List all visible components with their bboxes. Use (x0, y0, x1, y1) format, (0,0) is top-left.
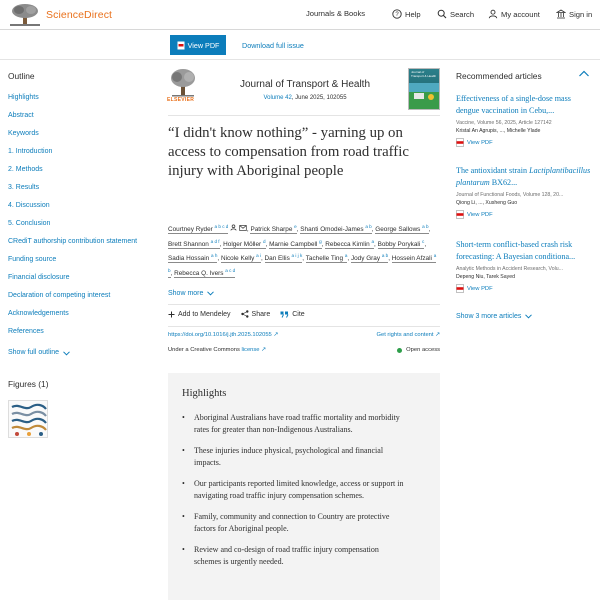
recommended-article-title[interactable]: Short-term conflict-based crash risk forecasting: A Bayesian conditiona... (456, 240, 576, 261)
outline-heading: Outline (8, 71, 35, 81)
chevron-down-icon (63, 351, 70, 356)
rights-link[interactable]: Get rights and content ↗ (376, 332, 440, 338)
author-list: Courtney Ryder $^{a b c d}$ , Patrick Sharpe $^e$, Shanti Omodei-James $^{a b}$, George Sallows $^{a b}$, Brett Shannon $^{a d f}$, Holger Möller $^d$, Marnie Campbell $^g$, Rebecca Kimlin $^a$, Bobby Porykali $^c$, Sadia Hossain $^{a h}$, Nicole Kelly $^{a i}$, Dan Ellis $^{a i j k}$, Tachelle Ting $^a$, Jody Gray $^{a b}$, Hossein Afzali $^{a b}$, Rebecca Q. Ivers $^{a c d}$ (168, 224, 437, 277)
author-link[interactable]: George Sallows $^{a b}$ (375, 224, 429, 234)
author-link[interactable]: Shanti Omodei-James $^{a b}$ (300, 224, 372, 234)
help-icon (392, 9, 402, 19)
outline-item-acknowledgements[interactable]: Acknowledgements (8, 310, 69, 317)
svg-text:?: ? (395, 12, 399, 19)
download-full-issue-link[interactable]: Download full issue (242, 41, 304, 50)
figure-thumbnail-image (9, 401, 48, 438)
chevron-down-icon (525, 314, 532, 319)
outline-item-abstract[interactable]: Abstract (8, 112, 34, 119)
recommended-article-authors: Kristal An Agrupis, ..., Michelle Ylade (456, 128, 541, 134)
outline-item-references[interactable]: References (8, 328, 44, 335)
author-link[interactable]: Jody Gray $^{a b}$ (350, 253, 389, 263)
recommended-view-pdf-link[interactable]: View PDF (456, 284, 592, 293)
nav-journals-books[interactable]: Journals & Books (306, 9, 366, 18)
recommended-article-authors: Depeng Niu, Tarek Sayed (456, 274, 516, 280)
external-link-icon: ↗ (435, 332, 440, 338)
share-button[interactable]: Share (241, 310, 271, 318)
recommended-article-authors: Qiong Li, ..., Xusheng Guo (456, 200, 518, 206)
outline-item-conclusion[interactable]: 5. Conclusion (8, 220, 51, 227)
author-link[interactable]: Dan Ellis $^{a i j k}$ (264, 253, 303, 263)
recommended-article (456, 165, 592, 219)
view-pdf-button[interactable]: View PDF (170, 35, 226, 55)
recommended-article (456, 93, 592, 147)
author-link[interactable]: Courtney Ryder $^{a b c d}$ (168, 224, 229, 234)
volume-link[interactable]: Volume 42 (263, 95, 292, 101)
highlight-item: • Family, community and connection to Country are protective factors for Aboriginal people. (182, 512, 390, 533)
author-link[interactable]: Sadia Hossain $^{a h}$ (168, 253, 218, 263)
quote-icon (280, 311, 289, 318)
show-full-outline-link[interactable]: Show full outline (8, 344, 137, 362)
email-icon[interactable] (239, 225, 247, 231)
show-more-button[interactable]: Show more (168, 290, 214, 297)
outline-item-keywords[interactable]: Keywords (8, 130, 39, 137)
recommended-article-meta: Analytic Methods in Accident Research, Volu... (456, 266, 563, 272)
recommended-article-title[interactable]: The antioxidant strain Lactiplantibacillus plantarum BX62... (456, 166, 591, 187)
outline-item-methods[interactable]: 2. Methods (8, 166, 43, 173)
journal-title[interactable]: Journal of Transport & Health (239, 79, 371, 90)
publisher-name: ELSEVIER (167, 97, 195, 103)
recommended-article-title[interactable]: Effectiveness of a single-dose mass dengue vaccination in Cebu,... (456, 94, 571, 115)
elsevier-tree-logo[interactable] (8, 3, 42, 27)
open-access-badge: Open access (397, 347, 440, 353)
cover-image (409, 83, 440, 110)
recommended-view-pdf-link[interactable]: View PDF (456, 210, 592, 219)
pdf-icon (456, 284, 464, 293)
highlights-heading: Highlights (182, 388, 227, 399)
author-link[interactable]: Holger Möller $^d$ (223, 238, 266, 248)
recommended-article-meta: Vaccine, Volume 56, 2025, Article 127142 (456, 120, 552, 126)
nav-search[interactable]: Search (437, 9, 474, 19)
highlight-item: • These injuries induce physical, psychological and financial impacts. (182, 446, 384, 467)
recommended-article-meta: Journal of Functional Foods, Volume 128, 20... (456, 192, 564, 198)
nav-sign-in[interactable]: Sign in (556, 9, 592, 19)
pdf-icon (456, 210, 464, 219)
highlights-box (168, 373, 440, 600)
institution-icon (556, 9, 566, 19)
highlights-list (182, 412, 407, 577)
outline-item-results[interactable]: 3. Results (8, 184, 40, 191)
recommended-article (456, 239, 592, 293)
external-link-icon: ↗ (273, 332, 279, 338)
add-to-mendeley-button[interactable]: Add to Mendeley (168, 311, 231, 318)
recommended-view-pdf-link[interactable]: View PDF (456, 138, 592, 147)
journal-volume: Volume 42, June 2025, 102055 (263, 95, 347, 101)
license-notice: Under a Creative Commons license ↗ (168, 347, 266, 353)
outline-list (8, 92, 137, 362)
share-icon (241, 310, 249, 318)
outline-item-highlights[interactable]: Highlights (8, 94, 39, 101)
divider (168, 326, 440, 327)
chevron-up-icon[interactable] (578, 69, 590, 79)
open-access-icon (397, 348, 402, 353)
highlight-item: • Our participants reported limited knowledge, access or support in navigating road traffic injury compensation schemes. (182, 479, 404, 500)
user-icon (488, 9, 498, 19)
recommended-heading: Recommended articles (456, 71, 542, 81)
author-link[interactable]: Patrick Sharpe $^e$ (250, 224, 297, 234)
author-link[interactable]: Tachelle Ting $^a$ (305, 253, 348, 263)
nav-help[interactable]: ? Help (392, 9, 421, 19)
top-header (0, 0, 600, 30)
show-more-articles-button[interactable]: Show 3 more articles (456, 313, 532, 320)
outline-item-financial-disclosure[interactable]: Financial disclosure (8, 274, 70, 281)
author-link[interactable]: Bobby Porykali $^c$ (377, 238, 425, 248)
outline-item-discussion[interactable]: 4. Discussion (8, 202, 50, 209)
outline-item-funding[interactable]: Funding source (8, 256, 57, 263)
license-link[interactable]: license ↗ (241, 347, 266, 353)
figures-heading: Figures (1) (8, 379, 49, 389)
author-profile-icon[interactable] (230, 224, 237, 231)
author-link[interactable]: Rebecca Q. Ivers $^{a c d}$ (174, 267, 236, 277)
cover-title: Journal of Transport & Health (411, 70, 437, 78)
outline-item-introduction[interactable]: 1. Introduction (8, 148, 53, 155)
highlight-item: • Review and co-design of road traffic injury compensation schemes is urgently needed. (182, 545, 379, 566)
author-link[interactable]: Hossein Afzali $^{a b}$ (168, 255, 436, 278)
pdf-icon (177, 41, 185, 50)
pdf-icon (456, 138, 464, 147)
outline-item-credit[interactable]: CRediT authorship contribution statement (8, 238, 138, 245)
plus-icon (168, 311, 175, 318)
author-link[interactable]: Marnie Campbell $^g$ (269, 238, 322, 248)
divider (168, 304, 440, 305)
outline-item-competing-interest[interactable]: Declaration of competing interest (8, 292, 111, 299)
chevron-down-icon (207, 291, 214, 296)
doi-link[interactable]: https://doi.org/10.1016/j.jth.2025.102055 ↗ (168, 332, 279, 338)
article-title: “I didn't know nothing” - yarning up on access to compensation from road traffic injury with Aboriginal people (168, 125, 409, 179)
figure-thumbnail[interactable] (8, 400, 48, 438)
search-icon (437, 9, 447, 19)
author-link[interactable]: Brett Shannon $^{a d f}$ (168, 238, 220, 248)
journal-cover[interactable] (408, 68, 440, 110)
brand-name[interactable]: ScienceDirect (46, 9, 113, 21)
author-link[interactable]: Nicole Kelly $^{a i}$ (220, 253, 261, 263)
highlight-item: • Aboriginal Australians have road traffic mortality and morbidity rates for greater than non-Indigenous Australians. (182, 413, 400, 434)
divider (168, 115, 440, 116)
cite-button[interactable]: Cite (280, 311, 304, 318)
article-actions (168, 310, 305, 318)
author-link[interactable]: Rebecca Kimlin $^a$ (325, 238, 375, 248)
nav-my-account[interactable]: My account (488, 9, 540, 19)
